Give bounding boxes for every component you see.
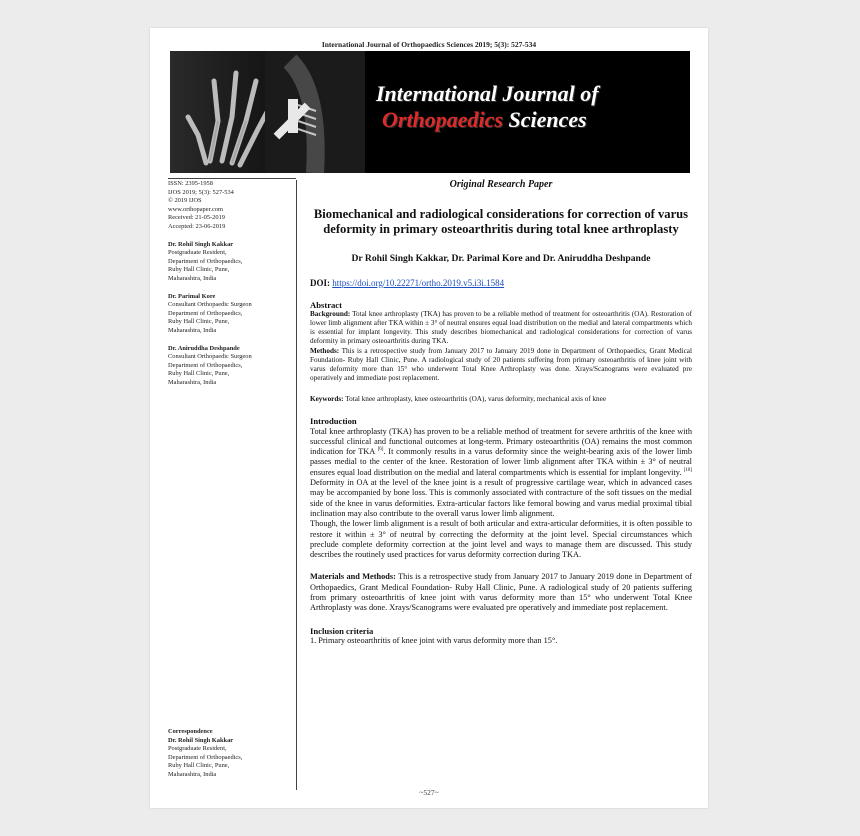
issn: ISSN: 2395-1958 — [168, 180, 213, 187]
materials-methods-text: This is a retrospective study from January 2017 to January 2019 done in Department of Orthopaedics, Grant Medical Foundation- Ruby Hall Clinic, Pune. A radiological study of 20 patients suffering from primary osteoarthritis of knee joint with varus deformity more than 15° who underwent Total Knee Arthroplasty was done. Xrays/Scanograms were evaluated pre operatively and immediate post replacement. — [310, 572, 692, 613]
correspondence-block — [168, 728, 296, 780]
keywords-label: Keywords: — [310, 394, 344, 403]
journal-page — [150, 28, 708, 808]
accepted-date: Accepted: 23-06-2019 — [168, 222, 226, 230]
page-number: ~527~ — [419, 788, 439, 797]
author-affiliation — [168, 241, 296, 284]
intro-text: . It commonly results in a varus deformity since the weight-bearing axis of the lower limb passes medial to the center of the knee. Restoration of lower limb alignment after TKA within ± 3° of neutral ensures equal load distribution on the medial and lateral compartments which is essential for implant longevity. — [310, 447, 693, 477]
introduction-paragraph — [310, 427, 692, 520]
journal-name — [376, 81, 690, 133]
materials-methods-label: Materials and Methods: — [310, 572, 396, 582]
keywords-text: Total knee arthroplasty, knee osteoarthritis (OA), varus deformity, mechanical axis of knee — [345, 394, 607, 403]
column-divider — [296, 180, 297, 790]
methods-text: This is a retrospective study from January 2017 to January 2019 done in Department of Orthopaedics, Grant Medical Foundation- Ruby Hall Clinic, Pune. A radiological study of 20 patients suffering from primary osteoarthritis of knee joint with varus deformity more than 15° who underwent Total Knee Arthroplasty was done. Xrays/Scanograms were evaluated pre operatively and immediate post replacement. — [310, 346, 692, 382]
author-name: Dr. Aniruddha Deshpande — [168, 344, 240, 352]
affiliation-line: Ruby Hall Clinic, Pune, — [168, 266, 230, 274]
author-name: Dr. Rohil Singh Kakkar — [168, 240, 234, 248]
affiliation-line: Ruby Hall Clinic, Pune, — [168, 318, 230, 326]
doi — [310, 278, 692, 288]
affiliation-line: Consultant Orthopaedic Surgeon — [168, 301, 252, 309]
copyright: © 2019 IJOS — [168, 197, 202, 205]
inclusion-heading: Inclusion criteria — [310, 625, 374, 636]
affiliation-line: Ruby Hall Clinic, Pune, — [168, 370, 230, 378]
author-name: Dr. Parimal Kore — [168, 292, 216, 300]
journal-banner — [170, 51, 690, 173]
journal-name-white: Sciences — [508, 107, 587, 132]
background-label: Background: — [310, 310, 351, 319]
doi-link[interactable]: https://doi.org/10.22271/ortho.2019.v5.i3i.1584 — [332, 277, 505, 288]
correspondence-name: Dr. Rohil Singh Kakkar — [168, 736, 234, 744]
methods-label: Methods: — [310, 346, 340, 355]
journal-name-line1: International Journal of — [376, 81, 599, 106]
website: www.orthopaper.com — [168, 205, 223, 213]
inclusion-item: 1. Primary osteoarthritis of knee joint with varus deformity more than 15°. — [310, 635, 558, 645]
affiliation-line: Maharashtra, India — [168, 274, 217, 282]
author-affiliation — [168, 293, 296, 336]
article-title: Biomechanical and radiological considerations for correction of varus deformity in primary osteoarthritis during total knee arthroplasty — [313, 207, 689, 237]
correspondence-heading: Correspondence — [168, 728, 213, 735]
article-type: Original Research Paper — [449, 179, 553, 190]
volume-info: IJOS 2019; 5(3): 527-534 — [168, 188, 234, 196]
abstract-methods — [310, 347, 692, 383]
citation: [6] — [377, 447, 384, 453]
affiliation-line: Postgraduate Resident, — [168, 745, 227, 753]
affiliation-line: Ruby Hall Clinic, Pune, — [168, 762, 230, 770]
publication-meta — [168, 180, 296, 232]
intro-text: Deformity in OA at the level of the knee joint is a result of progressive cartilage wear, which in advanced cases may be accompanied by bone loss. This is commonly associated with contracture of the soft tissues on the medial side of the knee in varus deformities. Extra-articular factors like femoral bowing and varus medial proximal tibial inclination may also contribute to the overall varus lower limb alignment. — [310, 478, 692, 518]
article-authors: Dr Rohil Singh Kakkar, Dr. Parimal Kore and Dr. Aniruddha Deshpande — [351, 253, 651, 265]
affiliation-line: Consultant Orthopaedic Surgeon — [168, 353, 252, 361]
sidebar-top-rule — [168, 178, 296, 179]
affiliation-line: Maharashtra, India — [168, 378, 217, 386]
affiliation-line: Maharashtra, India — [168, 770, 217, 778]
received-date: Received: 21-05-2019 — [168, 214, 225, 222]
running-head: International Journal of Orthopaedics Sciences 2019; 5(3): 527-534 — [321, 40, 537, 49]
keywords — [310, 394, 692, 404]
sidebar — [168, 180, 296, 387]
journal-name-line2 — [376, 107, 690, 133]
main-column — [310, 180, 692, 646]
affiliation-line: Department of Orthopaedics, — [168, 257, 243, 265]
abstract-heading: Abstract — [310, 299, 342, 310]
introduction-paragraph: Though, the lower limb alignment is a result of both articular and extra-articular deformities, it is often possible to restore it within ± 3° of neutral by correcting the deformity at the joint level. Special circumstances which preclude complete deformity correction at the joint level and ways to manage them are discussed. This study describes the routinely used practices for varus deformity correction during TKA. — [310, 519, 692, 560]
affiliation-line: Department of Orthopaedics, — [168, 361, 243, 369]
affiliation-line: Maharashtra, India — [168, 326, 217, 334]
affiliation-line: Department of Orthopaedics, — [168, 753, 243, 761]
introduction-heading: Introduction — [310, 416, 357, 427]
author-affiliation — [168, 345, 296, 388]
materials-methods — [310, 572, 692, 613]
background-text: Total knee arthroplasty (TKA) has proven to be a reliable method of treatment for osteoarthritis (OA). Restoration of lower limb alignment after TKA within ± 3° of neutral ensures equal load distribution on the medial and lateral compartments which is essential for implant longevity. This study describes biomechanical and radiological considerations for correction of varus deformity in primary osteoarthritis during TKA. — [310, 310, 692, 346]
citation: [10] — [683, 467, 692, 473]
abstract-background — [310, 310, 692, 346]
affiliation-line: Postgraduate Resident, — [168, 249, 227, 257]
affiliation-line: Department of Orthopaedics, — [168, 309, 243, 317]
intro-text: Total knee arthroplasty (TKA) has proven to be a reliable method of treatment for severe arthritis of the knee with successful clinical and functional outcomes at long-term. Primary osteoarthritis (OA) remains the most common indication for TKA — [310, 426, 692, 457]
journal-name-red: Orthopaedics — [382, 107, 503, 132]
doi-label: DOI: — [310, 277, 330, 288]
